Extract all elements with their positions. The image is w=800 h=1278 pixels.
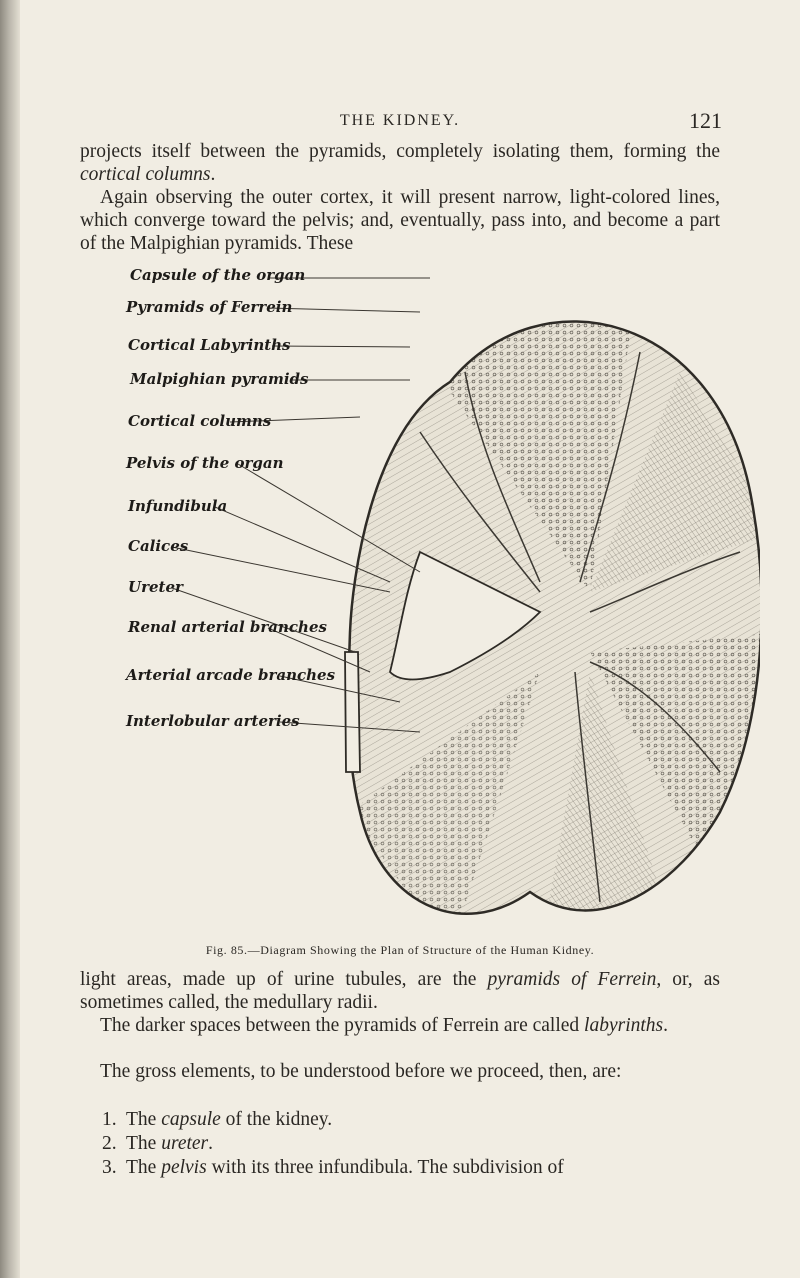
label-infundibula: Infundibula — [128, 497, 228, 515]
list-number: 2. — [102, 1133, 117, 1154]
paragraph-text: projects itself between the pyramids, completely isolating them, forming the — [80, 141, 720, 162]
ureter — [345, 652, 360, 772]
list-number: 3. — [102, 1157, 117, 1178]
label-cortical-labyrinths: Cortical Labyrinths — [128, 336, 291, 354]
paragraph-outer-cortex: Again observing the outer cortex, it will present narrow, light-colored lines, which converge toward the pelvis; and, eventually, pass into, and become a part of the Malpighian pyramids. These — [80, 187, 720, 254]
paragraph-gross-elements: The gross elements, to be understood before we proceed, then, are: — [100, 1061, 622, 1082]
paragraph-end: . — [210, 164, 216, 185]
list-text: . — [208, 1133, 214, 1154]
kidney-diagram-figure — [120, 252, 760, 952]
label-calices: Calices — [128, 537, 189, 555]
page-number: 121 — [689, 108, 722, 133]
paragraph-cortical-columns — [80, 140, 720, 186]
label-cortical-columns: Cortical columns — [128, 412, 272, 430]
italic-term: labyrinths — [584, 1015, 664, 1036]
list-item — [102, 1108, 564, 1132]
label-malpighian-pyramids: Malpighian pyramids — [130, 370, 309, 388]
paragraph-end: . — [663, 1015, 668, 1036]
page-header — [0, 108, 800, 138]
list-text: with its three infundibula. The subdivision of — [206, 1157, 564, 1178]
figure-caption: Fig. 85.—Diagram Showing the Plan of Structure of the Human Kidney. — [205, 943, 595, 957]
list-item — [102, 1132, 564, 1156]
paragraph-text: The darker spaces between the pyramids of Ferrein are called — [100, 1015, 585, 1036]
label-interlobular-arteries: Interlobular arteries — [126, 712, 300, 730]
list-text: of the kidney. — [220, 1109, 333, 1130]
label-renal-arterial-branches: Renal arterial branches — [128, 618, 327, 636]
paragraph-end: , or, as sometimes called, the medullary radii. — [80, 969, 720, 1013]
paragraph-pyramids-of-ferrein — [80, 968, 720, 1014]
italic-term: pelvis — [161, 1157, 207, 1178]
running-head: THE KIDNEY. — [339, 112, 461, 129]
paragraph-text: light areas, made up of urine tubules, are the — [80, 969, 488, 990]
label-arterial-arcade-branches: Arterial arcade branches — [126, 666, 336, 684]
label-ureter: Ureter — [128, 578, 183, 596]
list-text: The — [126, 1157, 162, 1178]
label-capsule: Capsule of the organ — [130, 266, 306, 284]
list-item — [102, 1156, 564, 1180]
italic-term: cortical columns — [80, 164, 211, 185]
gross-elements-list — [102, 1108, 564, 1180]
italic-term: ureter — [161, 1133, 209, 1154]
italic-term: pyramids of Ferrein — [487, 969, 657, 990]
list-text: The — [126, 1109, 162, 1130]
paragraph-labyrinths — [80, 1014, 720, 1037]
label-pelvis: Pelvis of the organ — [126, 454, 284, 472]
italic-term: capsule — [161, 1109, 221, 1130]
list-text: The — [126, 1133, 162, 1154]
label-pyramids-of-ferrein: Pyramids of Ferrein — [126, 298, 293, 316]
list-number: 1. — [102, 1109, 117, 1130]
kidney-diagram — [120, 252, 760, 952]
book-binding-edge — [0, 0, 20, 1278]
